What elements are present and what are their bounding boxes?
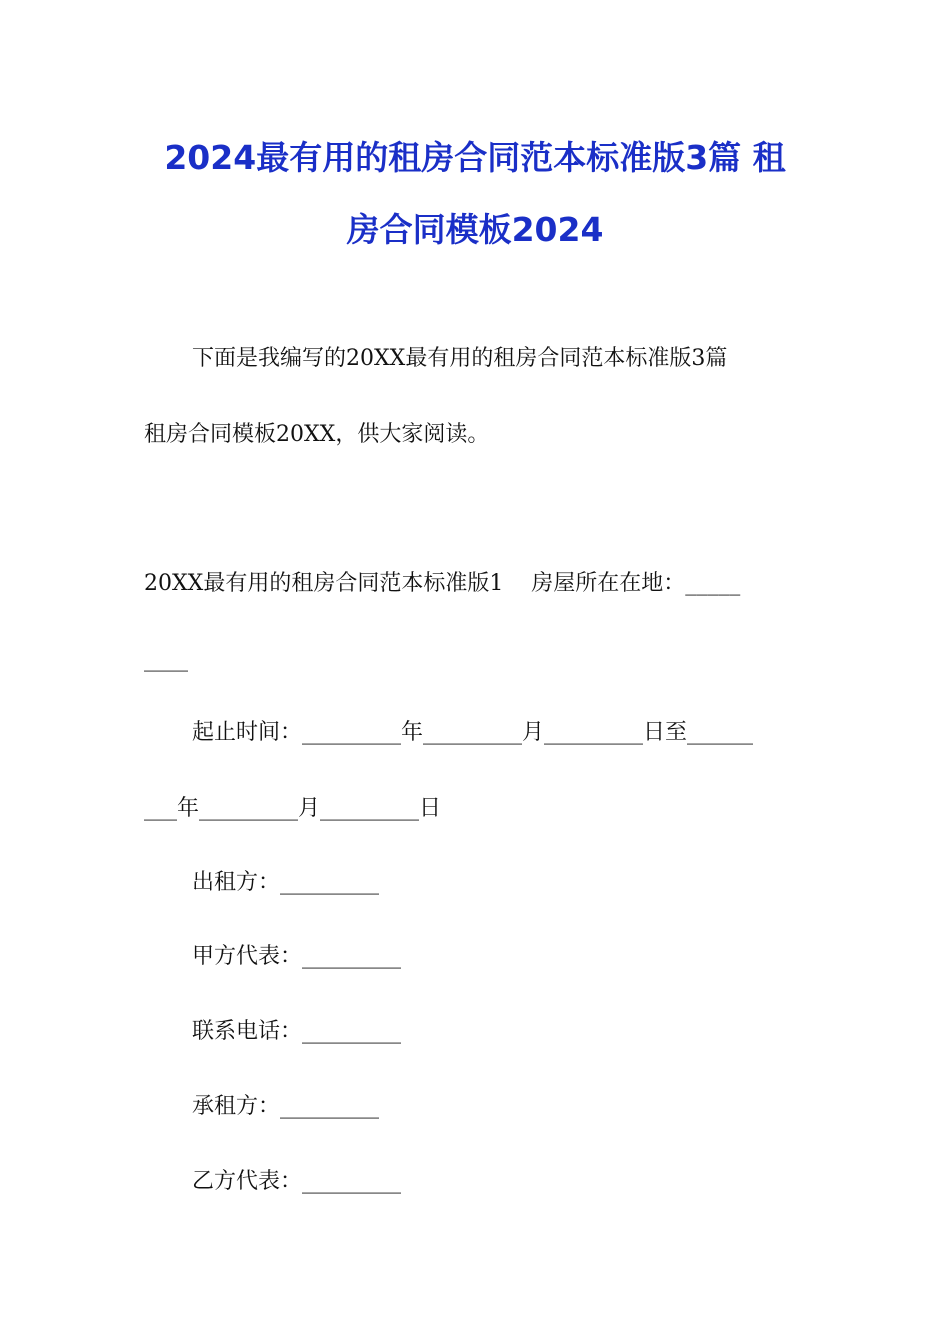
rental-period-line-1: 起止时间：_________年_________月_________日至______	[192, 720, 754, 745]
document-title-line-1: 2024最有用的租房合同范本标准版3篇 租	[164, 138, 786, 177]
document-title-line-2: 房合同模板2024	[346, 210, 604, 249]
party-a-representative-field: 甲方代表：_________	[192, 944, 402, 969]
contract-heading-line-1: 20XX最有用的租房合同范本标准版1 房屋所在在地：_____	[144, 571, 741, 596]
lessor-field: 出租方：_________	[192, 870, 380, 895]
contract-heading-line-2: ____	[144, 647, 188, 672]
intro-line-1: 下面是我编写的20XX最有用的租房合同范本标准版3篇	[192, 346, 728, 371]
rental-period-line-2: ___年_________月_________日	[144, 796, 442, 821]
party-b-representative-field: 乙方代表：_________	[192, 1169, 402, 1194]
lessee-field: 承租方：_________	[192, 1094, 380, 1119]
intro-line-2: 租房合同模板20XX，供大家阅读。	[144, 422, 490, 447]
contact-phone-field: 联系电话：_________	[192, 1019, 402, 1044]
